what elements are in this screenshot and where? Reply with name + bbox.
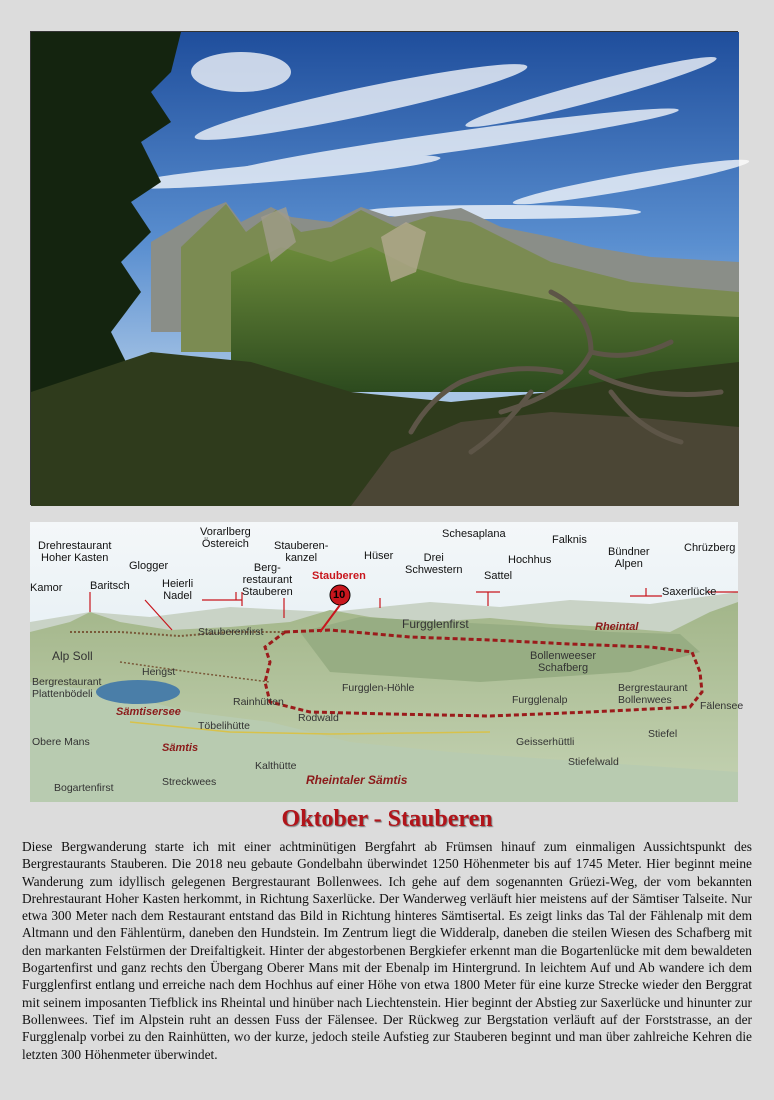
label-rheintaler-saemtis: Rheintaler Sämtis xyxy=(306,773,408,787)
label-geisserhuettli: Geisserhüttli xyxy=(516,736,575,748)
label-faelensee: Fälensee xyxy=(700,700,744,712)
label-bergrestaurant-stauberen: Berg- restaurant Stauberen xyxy=(242,562,293,598)
landscape-photo xyxy=(30,31,738,505)
label-stiefel: Stiefel xyxy=(648,728,678,740)
label-furgglen-hoehe: Furgglen-Höhle xyxy=(342,682,415,694)
label-stauberenfirst: Stauberenfirst xyxy=(198,626,264,638)
label-stiefelwald: Stiefelwald xyxy=(568,756,619,768)
label-toebelihuette: Töbelihütte xyxy=(198,720,250,732)
landscape-photo-art xyxy=(31,32,739,506)
label-chruezberg: Chrüzberg xyxy=(684,542,736,554)
label-buendner-alpen: Bündner Alpen xyxy=(608,546,650,570)
label-rainhuetten: Rainhütten xyxy=(233,696,284,708)
label-kamor: Kamor xyxy=(30,582,63,594)
label-rheintal: Rheintal xyxy=(595,621,639,633)
label-rodwald: Rodwald xyxy=(298,712,339,724)
body-text: Diese Bergwanderung starte ich mit einer achtminütigen Bergfahrt ab Frümsen hinauf zum einmaligen Aussichtspunkt des Bergrestaurants Stauberen. Die 2018 neu gebaute Gondelbahn überwindet 1250 Höhenmeter bis auf 1745 Meter. Hier beginnt meine Wanderung zum idyllisch gelegenen Bergrestaurant Bollenwees. Ich gehe auf dem sogenannten Grüezi-Weg, der vom bekannten Drehrestaurant Hoher Kasten herkommt, in Richtung Saxerlücke. Der Wanderweg verläuft hier meistens auf der Sämtiser Talseite. Nur etwa 300 Meter nach dem Restaurant entstand das Bild in Richtung hinteres Sämtisertal. Es zeigt links das Tal der Fählenalp mit dem Altmann und den Fählentürm, daneben den Hundstein. Im Zentrum liegt die Widderalp, daneben die steilen Wiesen des Schafberg mit den markanten Felstürmen der Dreifaltigkeit. Hinter der abgestorbenen Bergkiefer erkennt man die Bogartenlücke mit dem bewaldeten Bogartenfirst und ganz rechts den Übergang Oberer Mans mit der Ebenalp im Hintergrund. In leichtem Auf und Ab wandere ich dem Furgglenfirst entlang und erreiche nach dem Hochhus auf einer Höhe von etwa 1800 Meter für eine kurze Strecke wieder den Berggrat mit seinem imposanten Tiefblick ins Rheintal und hinüber nach Liechtenstein. Hier beginnt der Abstieg zur Saxerlücke und hinunter zur Bollenwees. Tief im Alpstein ruht an dessen Fuss der Fälensee. Der Rückweg zur Bergstation verläuft auf der Forststrasse, an der Furgglenalp vorbei zu den Rainhütten, wo der kurze, jedoch steile Aufstieg zur Stauberen beginnt und man über zahlreiche Kehren die letzten 300 Höhenmeter überwindet. xyxy=(22,839,752,1062)
label-stauberen-marker: Stauberen xyxy=(312,570,366,582)
marker-number: 10 xyxy=(333,589,346,601)
label-plattenboedeli: Bergrestaurant Plattenbödeli xyxy=(32,676,102,700)
label-baritsch: Baritsch xyxy=(90,580,130,592)
label-bollenwees: Bergrestaurant Bollenwees xyxy=(618,682,688,706)
label-vorarlberg: Vorarlberg Östereich xyxy=(200,526,251,550)
label-saxerluecke: Saxerlücke xyxy=(662,586,717,598)
label-alp-soll: Alp Soll xyxy=(52,649,93,663)
label-furgglenalp: Furgglenalp xyxy=(512,694,568,706)
label-heierli-nadel: Heierli Nadel xyxy=(162,578,194,602)
label-hoher-kasten: Drehrestaurant Hoher Kasten xyxy=(38,540,112,564)
label-streckwees: Streckwees xyxy=(162,776,217,788)
label-drei-schwestern: Drei Schwestern xyxy=(405,552,463,576)
page-title: Oktober - Stauberen xyxy=(281,806,493,832)
label-falknis: Falknis xyxy=(552,534,587,546)
label-saemtisersee: Sämtisersee xyxy=(116,706,181,718)
label-obere-mans: Obere Mans xyxy=(32,736,90,748)
label-saemtis: Sämtis xyxy=(162,742,199,754)
trail-map xyxy=(30,522,744,802)
label-bollenweeser-schafberg: Bollenweeser Schafberg xyxy=(530,650,597,674)
label-stauberenkanzel: Stauberen- kanzel xyxy=(274,540,329,564)
label-furgglenfirst: Furgglenfirst xyxy=(402,617,469,631)
label-hengst: Hengst xyxy=(142,666,176,678)
label-bogartenfirst: Bogartenfirst xyxy=(54,782,114,794)
label-kalthuette: Kalthütte xyxy=(255,760,297,772)
label-glogger: Glogger xyxy=(129,560,169,572)
label-hueser: Hüser xyxy=(364,550,394,562)
label-hochhus: Hochhus xyxy=(508,554,552,566)
label-sattel: Sattel xyxy=(484,570,513,582)
label-schesaplana: Schesaplana xyxy=(442,528,506,540)
